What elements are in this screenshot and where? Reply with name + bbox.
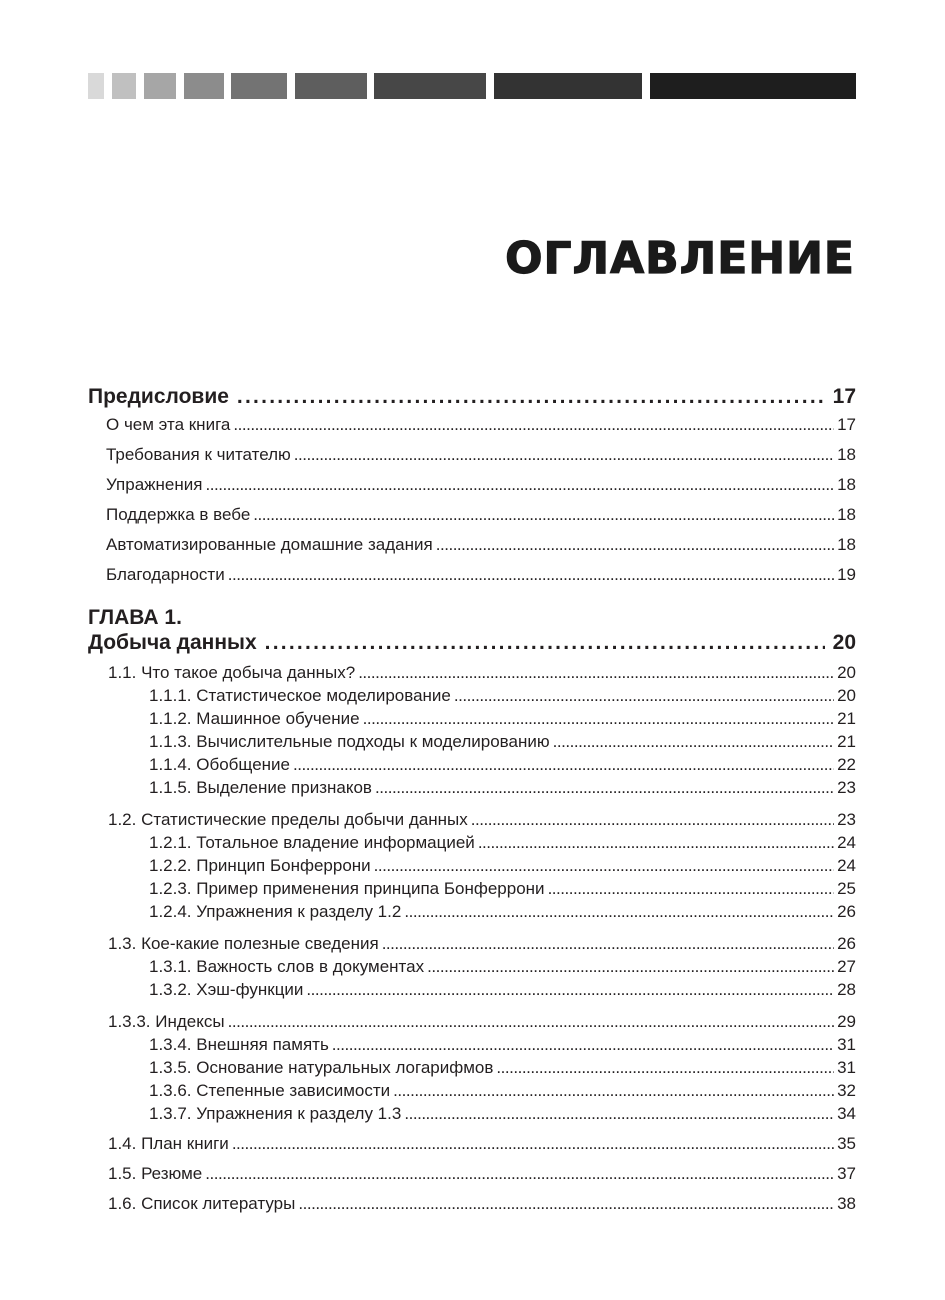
- dot-leader: [436, 536, 834, 553]
- page-number: 37: [837, 1164, 856, 1183]
- dot-leader: [358, 664, 834, 681]
- dot-leader: [293, 756, 834, 773]
- dot-leader: [404, 903, 834, 920]
- dot-leader: [404, 1105, 834, 1122]
- page-number: 23: [837, 810, 856, 829]
- page-number: 24: [837, 856, 856, 875]
- toc-subsection-label: 1.3.7. Упражнения к разделу 1.3: [149, 1104, 402, 1123]
- toc-section[interactable]: [88, 664, 856, 687]
- dot-leader: [548, 880, 835, 897]
- toc-section-label: 1.6. Список литературы: [108, 1194, 296, 1213]
- toc-subsection[interactable]: [88, 981, 856, 1004]
- dot-leader: [382, 935, 834, 952]
- toc-entry-label: Поддержка в вебе: [106, 505, 251, 524]
- page-number: 17: [837, 415, 856, 434]
- header-block: [295, 73, 367, 99]
- header-block: [112, 73, 136, 99]
- page-number: 31: [837, 1058, 856, 1077]
- toc-section[interactable]: [88, 811, 856, 834]
- toc-chapter-title[interactable]: [88, 632, 856, 662]
- dot-leader: [205, 476, 834, 493]
- toc-subsection[interactable]: [88, 1036, 856, 1059]
- dot-leader: [205, 1165, 834, 1182]
- dot-leader: [306, 981, 834, 998]
- toc-section-label: 1.4. План книги: [108, 1134, 229, 1153]
- page-number: 20: [832, 631, 856, 654]
- page-number: 32: [837, 1081, 856, 1100]
- dot-leader: [478, 834, 834, 851]
- page-number: 20: [837, 663, 856, 682]
- toc-part-preface-label: Предисловие: [88, 385, 229, 408]
- toc-subsection[interactable]: [88, 1059, 856, 1082]
- header-block: [184, 73, 224, 99]
- page-number: 18: [837, 535, 856, 554]
- toc-subsection-label: 1.2.3. Пример применения принципа Бонферрони: [149, 879, 545, 898]
- toc-subsection[interactable]: [88, 834, 856, 857]
- dot-leader: [265, 632, 825, 653]
- page-number: 31: [837, 1035, 856, 1054]
- page-title: ОГЛАВЛЕНИЕ: [505, 233, 855, 284]
- toc-subsection[interactable]: [88, 903, 856, 926]
- page-number: 38: [837, 1194, 856, 1213]
- dot-leader: [375, 779, 834, 796]
- header-block: [88, 73, 104, 99]
- toc-entry-label: Требования к читателю: [106, 445, 291, 464]
- page-number: 18: [837, 445, 856, 464]
- toc-section[interactable]: [88, 935, 856, 958]
- toc-entry[interactable]: [88, 416, 856, 446]
- dot-leader: [332, 1036, 834, 1053]
- page-number: 25: [837, 879, 856, 898]
- toc-subsection-label: 1.2.4. Упражнения к разделу 1.2: [149, 902, 402, 921]
- header-block: [650, 73, 856, 99]
- toc-section-label: 1.1. Что такое добыча данных?: [108, 663, 356, 682]
- dot-leader: [294, 446, 834, 463]
- toc-subsection-label: 1.1.3. Вычислительные подходы к моделированию: [149, 732, 550, 751]
- toc-part-preface[interactable]: [88, 378, 856, 416]
- toc-subsection[interactable]: [88, 1082, 856, 1105]
- page-number: 21: [837, 709, 856, 728]
- page-number: 26: [837, 902, 856, 921]
- dot-leader: [496, 1059, 834, 1076]
- page-number: 18: [837, 475, 856, 494]
- table-of-contents: [88, 378, 856, 1225]
- toc-subsection-label: 1.1.5. Выделение признаков: [149, 778, 372, 797]
- page-number: 23: [837, 778, 856, 797]
- page-number: 26: [837, 934, 856, 953]
- page-number: 35: [837, 1134, 856, 1153]
- toc-subsection-label: 1.1.1. Статистическое моделирование: [149, 686, 451, 705]
- toc-subsection[interactable]: [88, 687, 856, 710]
- toc-section-label: 1.5. Резюме: [108, 1164, 203, 1183]
- toc-entry-label: Упражнения: [106, 475, 203, 494]
- page-number: 27: [837, 957, 856, 976]
- header-block: [231, 73, 287, 99]
- toc-entry[interactable]: [88, 506, 856, 536]
- dot-leader: [374, 857, 834, 874]
- header-decoration-bar: [0, 73, 945, 99]
- toc-entry[interactable]: [88, 446, 856, 476]
- dot-leader: [233, 416, 834, 433]
- toc-section-label: 1.3. Кое-какие полезные сведения: [108, 934, 379, 953]
- toc-subsection-label: 1.2.2. Принцип Бонферрони: [149, 856, 371, 875]
- toc-subsection-label: 1.2.1. Тотальное владение информацией: [149, 833, 475, 852]
- page-number: 20: [837, 686, 856, 705]
- page-number: 21: [837, 732, 856, 751]
- dot-leader: [393, 1082, 834, 1099]
- toc-subsection[interactable]: [88, 857, 856, 880]
- dot-leader: [471, 811, 834, 828]
- toc-section[interactable]: [88, 1165, 856, 1195]
- page-number: 17: [832, 385, 856, 408]
- toc-subsection-label: 1.3.1. Важность слов в документах: [149, 957, 425, 976]
- dot-leader: [363, 710, 835, 727]
- dot-leader: [237, 386, 825, 407]
- page-number: 28: [837, 980, 856, 999]
- toc-entry[interactable]: [88, 566, 856, 596]
- dot-leader: [427, 958, 834, 975]
- page-number: 22: [837, 755, 856, 774]
- dot-leader: [298, 1195, 834, 1212]
- dot-leader: [253, 506, 834, 523]
- toc-section-label: 1.2. Статистические пределы добычи данных: [108, 810, 468, 829]
- dot-leader: [232, 1135, 834, 1152]
- toc-entry[interactable]: [88, 476, 856, 506]
- page-number: 34: [837, 1104, 856, 1123]
- toc-entry-label: Благодарности: [106, 565, 225, 584]
- toc-subsection-label: 1.1.4. Обобщение: [149, 755, 290, 774]
- toc-subsection-label: 1.3.2. Хэш-функции: [149, 980, 304, 999]
- dot-leader: [454, 687, 834, 704]
- page-number: 29: [837, 1012, 856, 1031]
- toc-section[interactable]: [88, 1195, 856, 1225]
- toc-subsection[interactable]: [88, 710, 856, 733]
- toc-subsection[interactable]: [88, 733, 856, 756]
- toc-subsection[interactable]: [88, 880, 856, 903]
- header-block: [144, 73, 176, 99]
- dot-leader: [553, 733, 834, 750]
- toc-entry-label: О чем эта книга: [106, 415, 231, 434]
- header-block: [374, 73, 486, 99]
- page-number: 19: [837, 565, 856, 584]
- toc-subsection[interactable]: [88, 779, 856, 802]
- toc-subsection[interactable]: [88, 1105, 856, 1128]
- page-number: 24: [837, 833, 856, 852]
- toc-subsection-label: 1.1.2. Машинное обучение: [149, 709, 360, 728]
- dot-leader: [228, 566, 834, 583]
- toc-subsection[interactable]: [88, 756, 856, 779]
- toc-subsection-label: 1.3.6. Степенные зависимости: [149, 1081, 391, 1100]
- toc-chapter-title-label: Добыча данных: [88, 631, 257, 654]
- toc-section-label: 1.3.3. Индексы: [108, 1012, 225, 1031]
- toc-entry[interactable]: [88, 536, 856, 566]
- dot-leader: [228, 1013, 834, 1030]
- page-number: 18: [837, 505, 856, 524]
- toc-section[interactable]: [88, 1135, 856, 1165]
- toc-subsection[interactable]: [88, 958, 856, 981]
- chapter-number-label: ГЛАВА 1.: [88, 606, 182, 629]
- toc-subsection-label: 1.3.4. Внешняя память: [149, 1035, 329, 1054]
- toc-section[interactable]: [88, 1013, 856, 1036]
- toc-subsection-label: 1.3.5. Основание натуральных логарифмов: [149, 1058, 494, 1077]
- header-block: [494, 73, 642, 99]
- toc-entry-label: Автоматизированные домашние задания: [106, 535, 433, 554]
